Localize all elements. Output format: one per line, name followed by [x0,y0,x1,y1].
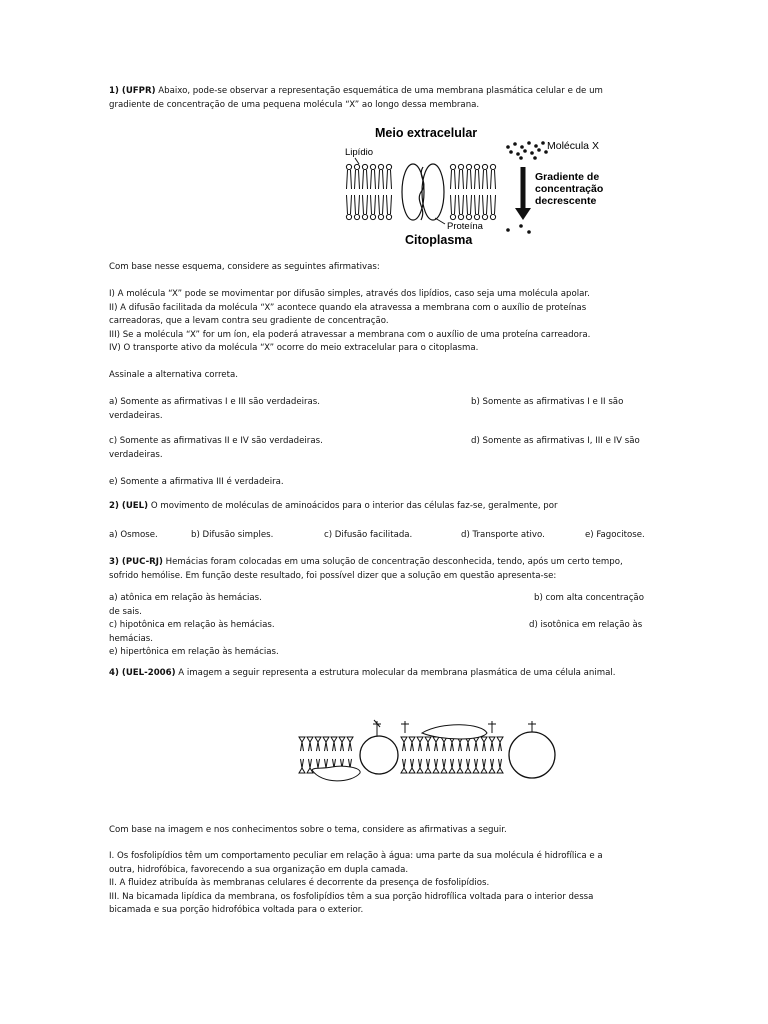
statement: IV) O transporte ativo da molécula “X” ocorre do meio extracelular para o citoplasma. [109,343,479,354]
phospholipid-bottom [425,759,431,773]
peripheral-protein-top [422,725,487,739]
question-number: 3) (PUC-RJ) [109,557,163,567]
phospholipid-tail [491,170,496,189]
phospholipid-tail [387,195,392,214]
phospholipid-tail [379,195,384,214]
option-row [109,592,659,606]
option-a: a) Osmose. [109,530,158,540]
phospholipid-tail [459,195,464,214]
figure-lipid-label: Lipídio [345,147,373,158]
option-b: b) Somente as afirmativas I e II são [471,397,624,407]
question-1-intro: 1) (UFPR) Abaixo, pode-se observar a representação esquemática de uma membrana plasmática celular e de um [109,86,603,96]
phospholipid-top [489,737,495,751]
phospholipid-tail [475,170,480,189]
statement: II. A fluidez atribuída às membranas celulares é decorrente da presença de fosfolipídios. [109,878,490,889]
gradient-arrow-head [515,208,531,220]
phospholipid-head [346,164,351,169]
phospholipid-top [401,737,407,751]
phospholipid-head [482,164,487,169]
question-number: 2) (UEL) [109,501,149,511]
phospholipid-bottom [441,759,447,773]
question-1-body [109,261,659,275]
option-row [109,435,659,449]
phospholipid-head [474,164,479,169]
phospholipid-top [409,737,415,751]
question-2 [109,500,659,514]
question-number: 1) (UFPR) [109,86,156,96]
phospholipid-tail [355,195,360,214]
phospholipid-tail [371,170,376,189]
phospholipid-head [466,164,471,169]
phospholipid-head [482,214,487,219]
phospholipid-tail [355,170,360,189]
phospholipid-head [362,214,367,219]
gradient-label-2: concentração [535,183,604,195]
figure-bottom-label: Citoplasma [405,233,473,247]
question-1-options [109,396,659,423]
peripheral-protein-bottom [312,766,360,781]
phospholipid-bottom [433,759,439,773]
phospholipid-bottom [409,759,415,773]
figure-top-label: Meio extracelular [375,126,478,140]
protein-pointer [435,218,445,224]
question-2-text: 2) (UEL) O movimento de moléculas de aminoácidos para o interior das células faz-se, geralmente, por [109,501,558,511]
phospholipid-tail [483,195,488,214]
option-c: c) Difusão facilitada. [324,530,413,540]
phospholipid-head [458,214,463,219]
question-4-prompt-text: Com base na imagem e nos conhecimentos sobre o tema, considere as afirmativas a seguir. [109,825,507,835]
question-3-text: 3) (PUC-RJ) Hemácias foram colocadas em uma solução de concentração desconhecida, tendo, após um certo tempo, [109,557,623,567]
phospholipid-top [347,737,353,751]
question-3 [109,556,659,583]
gradient-label-3: decrescente [535,195,597,207]
option-d: d) isotônica em relação às [529,620,643,631]
option-d-cont: hemácias. [109,633,153,644]
phospholipid-bottom [457,759,463,773]
phospholipid-tail [371,195,376,214]
question-2-options [109,529,659,543]
phospholipid-head [362,164,367,169]
phospholipid-top [315,737,321,751]
option-a: a) atônica em relação às hemácias. [109,593,262,603]
phospholipid-top [417,737,423,751]
option-c: c) hipotônica em relação às hemácias. [109,620,275,631]
phospholipid-tail [363,195,368,214]
question-4-statements [109,850,659,918]
figure-molecule-label: Molécula X [547,140,599,152]
question-number: 4) (UEL-2006) [109,668,176,678]
phospholipid-top [441,737,447,751]
phospholipid-tail [451,170,456,189]
gradient-label-1: Gradiente de [535,171,600,183]
phospholipid-bottom [497,759,503,773]
phospholipid-tail [451,195,456,214]
phospholipid-head [490,214,495,219]
membrane-structure-figure [292,715,562,785]
phospholipid-head [474,214,479,219]
statement: III) Se a molécula “X” for um íon, ela poderá atravessar a membrana com o auxílio de uma proteína carreadora. [109,329,591,340]
phospholipid-bottom [299,759,305,773]
phospholipid-head [378,214,383,219]
phospholipid-tail [363,170,368,189]
phospholipid-top [339,737,345,751]
phospholipid-head [378,164,383,169]
question-4-prompt [109,824,659,838]
phospholipid-top [473,737,479,751]
phospholipid-top [481,737,487,751]
question-1-instruction [109,369,659,383]
option-e: e) Somente a afirmativa III é verdadeira. [109,477,284,487]
question-3-text-cont: sofrido hemólise. Em função deste resultado, foi possível dizer que a solução em questão apresenta-se: [109,570,557,581]
option-e: e) Fagocitose. [585,530,645,540]
phospholipid-tail [387,170,392,189]
question-1-options-2 [109,435,659,462]
option-c: c) Somente as afirmativas II e IV são verdadeiras. [109,436,323,446]
question-1-statements [109,288,659,356]
phospholipid-bottom [417,759,423,773]
phospholipid-top [331,737,337,751]
lipid-pointer [355,158,359,164]
phospholipid-tail [459,170,464,189]
statement: II) A difusão facilitada da molécula “X” acontece quando ela atravessa a membrana com o auxílio de proteínas [109,302,587,313]
option-e: e) hipertônica em relação às hemácias. [109,647,279,658]
question-4-text: 4) (UEL-2006) A imagem a seguir representa a estrutura molecular da membrana plasmática de uma célula animal. [109,668,616,678]
phospholipid-bottom [465,759,471,773]
phospholipid-tail [475,195,480,214]
option-b-cont: verdadeiras. [109,410,163,421]
statement: I. Os fosfolipídios têm um comportamento peculiar em relação à água: uma parte da sua molécula é hidrofílica e a [109,851,603,861]
statement: III. Na bicamada lipídica da membrana, os fosfolipídios têm a sua porção hidrofílica voltada para o interior dessa [109,891,594,902]
phospholipid-top [323,737,329,751]
phospholipid-top [307,737,313,751]
phospholipid-bottom [473,759,479,773]
phospholipid-head [370,164,375,169]
phospholipid-head [458,164,463,169]
phospholipid-tail [491,195,496,214]
statement: bicamada e sua porção hidrofóbica voltada para o exterior. [109,905,364,916]
phospholipid-head [370,214,375,219]
phospholipid-head [354,164,359,169]
question-1-intro-cont: gradiente de concentração de uma pequena molécula “X” ao longo dessa membrana. [109,99,480,110]
phospholipid-top [497,737,503,751]
option-row [109,619,659,633]
phospholipid-bottom [449,759,455,773]
phospholipid-tail [347,170,352,189]
figure-protein-label: Proteína [447,221,483,232]
question-1 [109,85,659,112]
option-d: d) Somente as afirmativas I, III e IV são [471,436,640,446]
phospholipid-head [354,214,359,219]
question-4 [109,667,659,681]
phospholipid-tail [467,195,472,214]
phospholipid-top [425,737,431,751]
phospholipid-top [433,737,439,751]
phospholipid-head [450,164,455,169]
integral-protein-1 [360,736,398,774]
option-b: b) Difusão simples. [191,530,274,540]
phospholipid-head [346,214,351,219]
option-d: d) Transporte ativo. [461,530,545,540]
option-a: a) Somente as afirmativas I e III são verdadeiras. [109,397,321,407]
channel-protein-right [422,164,444,220]
question-1-prompt: Com base nesse esquema, considere as seguintes afirmativas: [109,262,380,272]
phospholipid-tail [467,170,472,189]
phospholipid-head [386,214,391,219]
phospholipid-top [299,737,305,751]
option-b-cont: de sais. [109,606,142,617]
phospholipid-head [386,164,391,169]
instruction-text: Assinale a alternativa correta. [109,370,238,380]
question-3-options [109,592,659,660]
phospholipid-tail [483,170,488,189]
molecule-x-dots-bottom [506,224,531,234]
option-b: b) com alta concentração [534,593,644,603]
phospholipid-bottom [481,759,487,773]
integral-protein-2 [509,732,555,778]
statement: carreadoras, que a levam contra seu gradiente de concentração. [109,316,389,327]
molecule-x-dots-top [506,141,548,160]
statement: outra, hidrofóbica, favorecendo a sua organização em dupla camada. [109,864,409,875]
phospholipid-head [450,214,455,219]
phospholipid-tail [347,195,352,214]
phospholipid-bottom [489,759,495,773]
phospholipid-bottom [401,759,407,773]
phospholipid-head [466,214,471,219]
option-row [109,396,659,410]
question-1-option-e [109,476,659,490]
phospholipid-tail [379,170,384,189]
phospholipid-head [490,164,495,169]
membrane-gradient-figure [335,122,655,247]
option-d-cont: verdadeiras. [109,449,163,460]
statement: I) A molécula “X” pode se movimentar por difusão simples, através dos lipídios, caso seja uma molécula apolar. [109,289,590,299]
